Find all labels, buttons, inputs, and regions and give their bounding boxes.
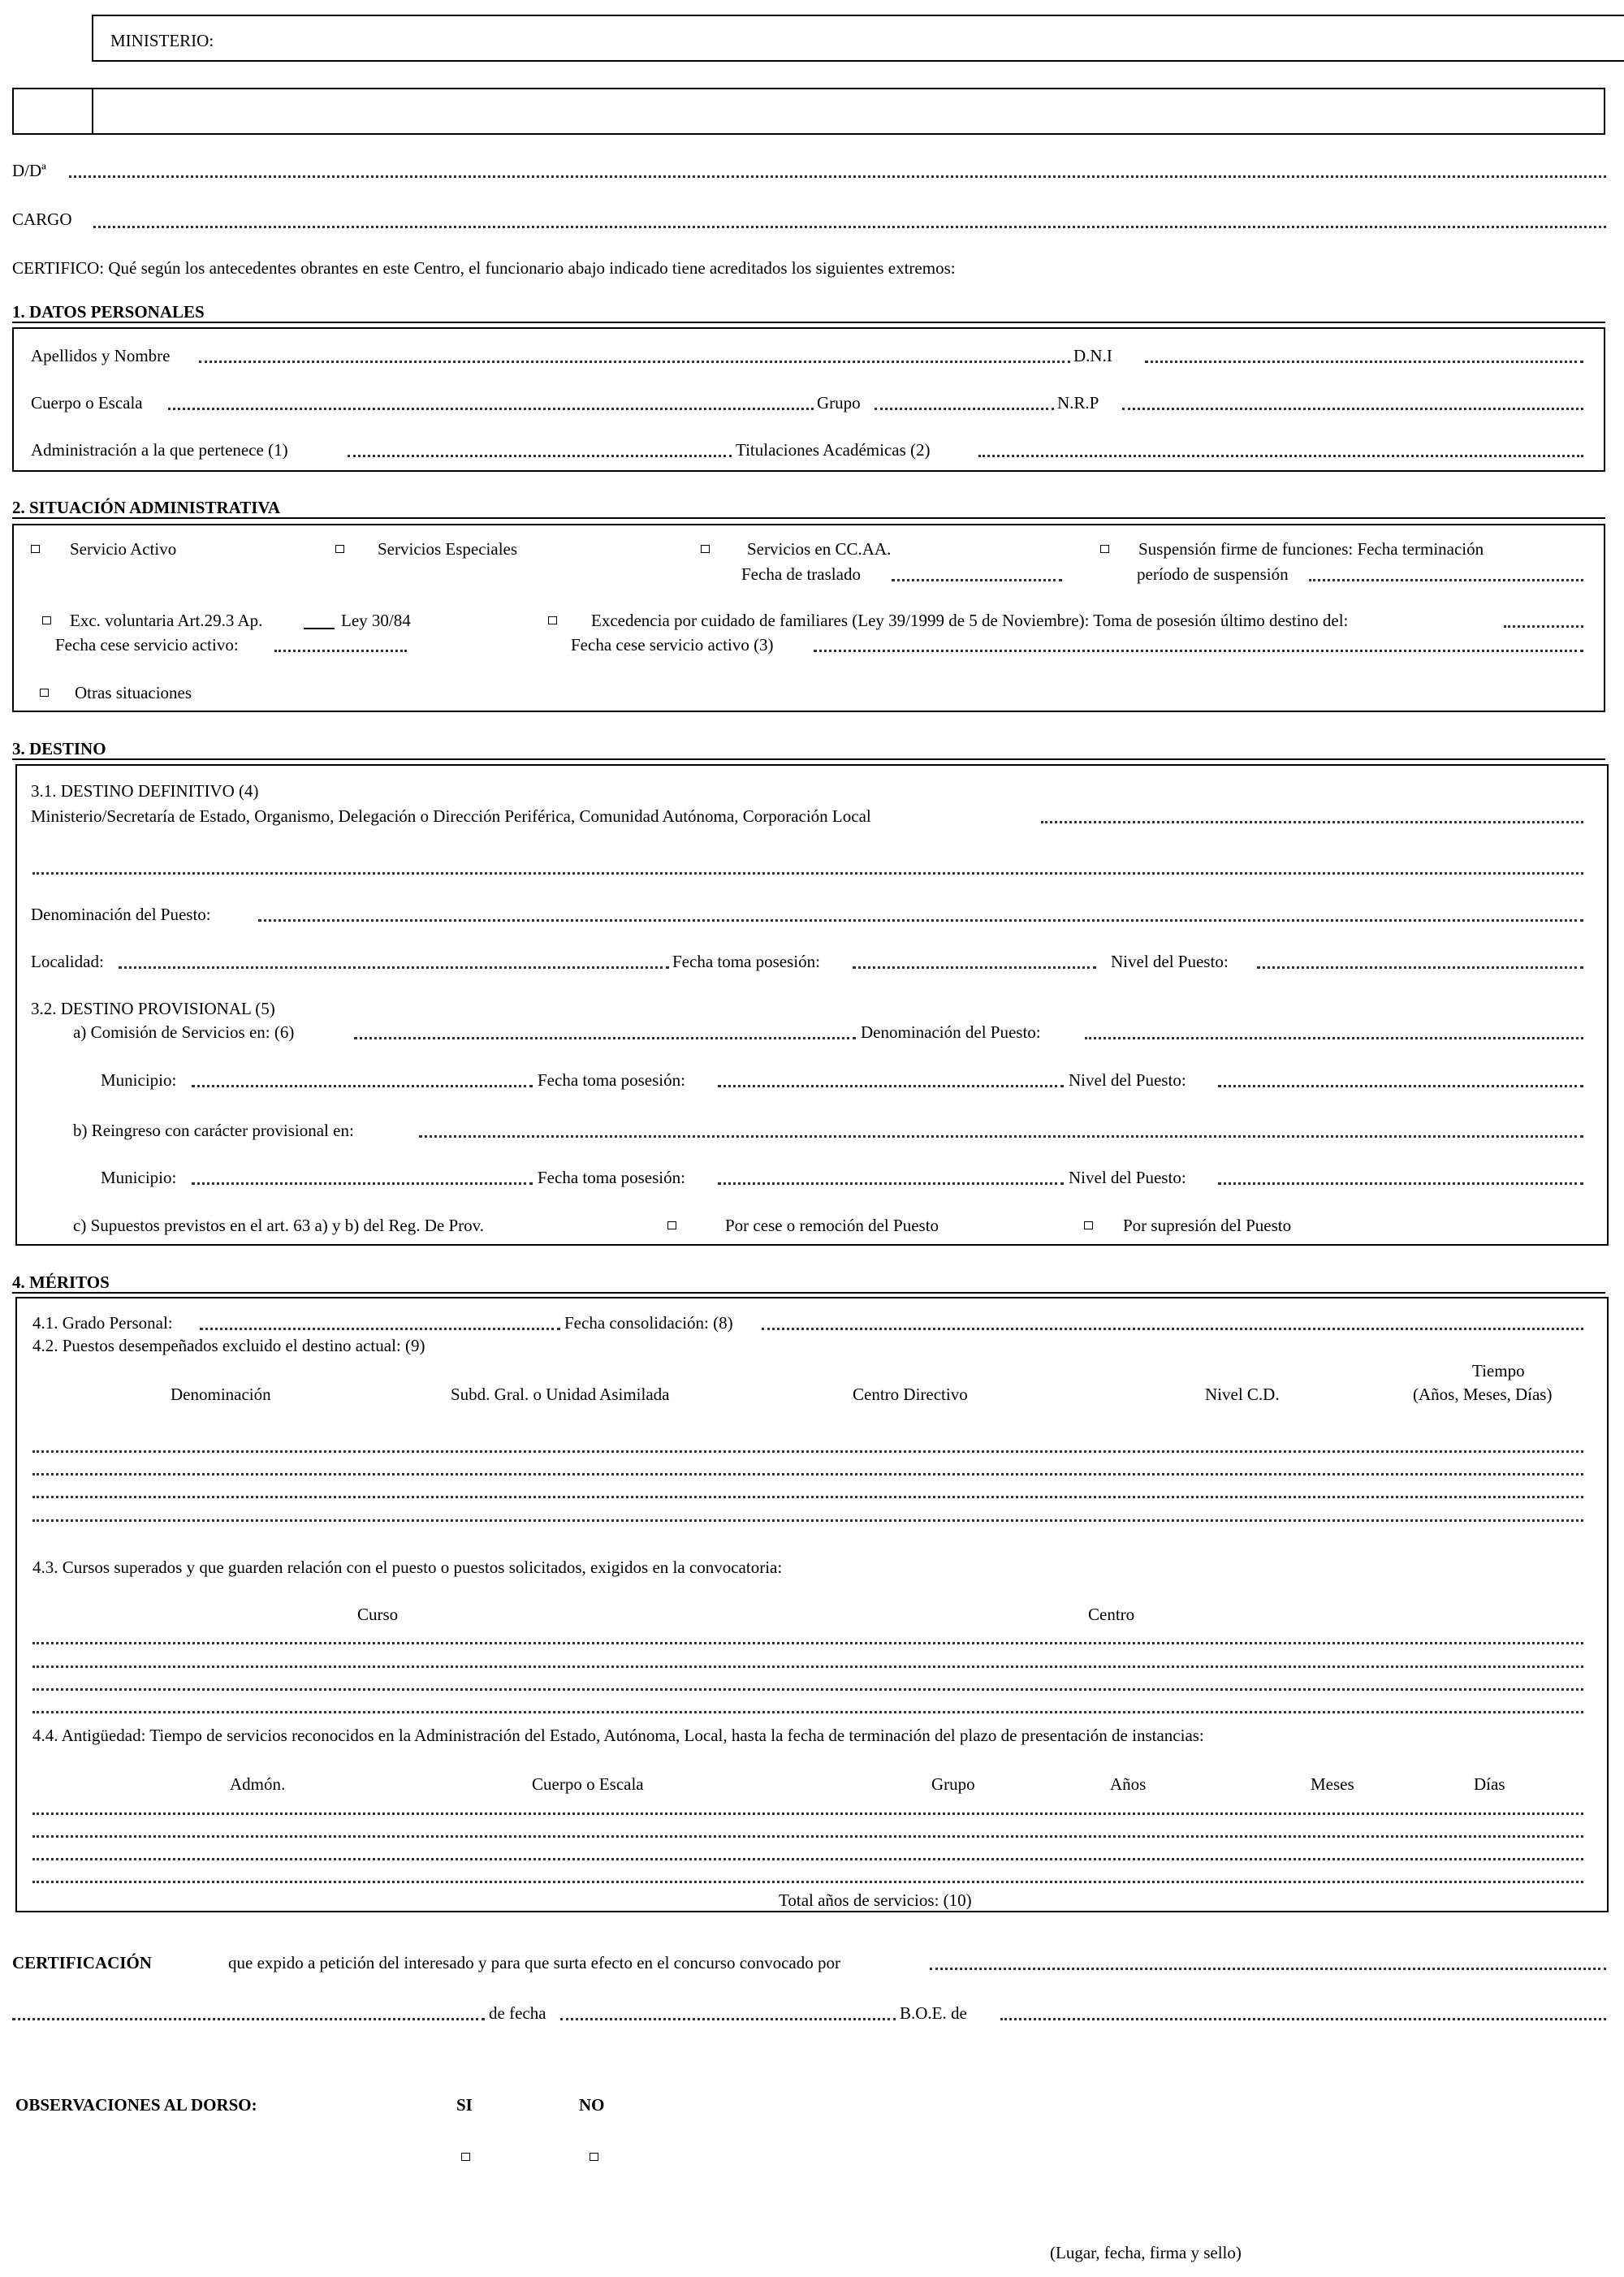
fecha-consolidacion-label: Fecha consolidación: (8) <box>564 1313 733 1333</box>
cuerpo-field[interactable] <box>168 408 814 410</box>
denominacion-puesto-label: Denominación del Puesto: <box>31 905 211 924</box>
titulaciones-label: Titulaciones Académicas (2) <box>736 440 931 460</box>
col-anos: Años <box>1110 1774 1147 1794</box>
servicios-ccaa-checkbox[interactable] <box>701 545 710 553</box>
fecha-traslado-field[interactable] <box>892 579 1062 581</box>
dd-field[interactable] <box>69 175 1606 178</box>
antiguedad-row[interactable] <box>32 1835 1583 1838</box>
dni-label: D.N.I <box>1073 346 1112 365</box>
supuestos-label: c) Supuestos previstos en el art. 63 a) y b) del Reg. De Prov. <box>73 1216 485 1235</box>
municipio-a-label: Municipio: <box>101 1070 177 1090</box>
cursos-row[interactable] <box>32 1688 1583 1691</box>
comision-field[interactable] <box>354 1037 856 1039</box>
cese-remocion-label: Por cese o remoción del Puesto <box>725 1216 939 1235</box>
fecha-consolidacion-field[interactable] <box>762 1328 1583 1330</box>
total-anos-label: Total años de servicios: (10) <box>779 1890 972 1910</box>
no-label: NO <box>579 2095 605 2115</box>
dd-label: D/Dª <box>12 161 46 180</box>
no-checkbox[interactable] <box>590 2153 598 2161</box>
fecha-toma-b-label: Fecha toma posesión: <box>538 1168 685 1187</box>
si-label: SI <box>456 2095 473 2115</box>
col-admon: Admón. <box>230 1774 286 1794</box>
fecha-toma-b-field[interactable] <box>718 1182 1064 1185</box>
ministerio-label: MINISTERIO: <box>110 31 214 50</box>
otras-situaciones-checkbox[interactable] <box>40 689 49 697</box>
reingreso-field[interactable] <box>419 1135 1583 1138</box>
fecha-toma-a-label: Fecha toma posesión: <box>538 1070 685 1090</box>
concurso-field[interactable] <box>930 1968 1606 1970</box>
exc-voluntaria-checkbox[interactable] <box>42 616 51 624</box>
titulaciones-field[interactable] <box>978 455 1583 457</box>
supresion-label: Por supresión del Puesto <box>1123 1216 1292 1235</box>
cursos-label: 4.3. Cursos superados y que guarden relación con el puesto o puestos solicitados, exigidos en la convocatoria: <box>32 1558 783 1577</box>
nivel-puesto-field[interactable] <box>1257 966 1583 969</box>
section2-title: 2. SITUACIÓN ADMINISTRATIVA <box>12 498 281 517</box>
col-subd: Subd. Gral. o Unidad Asimilada <box>451 1385 670 1404</box>
section4-title-rule <box>12 1292 1605 1294</box>
apellidos-field[interactable] <box>199 361 1070 363</box>
suspension-checkbox[interactable] <box>1100 545 1109 553</box>
fecha-cese-3-label: Fecha cese servicio activo (3) <box>571 635 774 655</box>
municipio-a-field[interactable] <box>192 1085 533 1087</box>
puestos-row[interactable] <box>32 1450 1583 1453</box>
nivel-b-field[interactable] <box>1218 1182 1583 1185</box>
denominacion2-label: Denominación del Puesto: <box>861 1022 1041 1042</box>
concurso-field-2[interactable] <box>12 2018 485 2020</box>
col-grupo: Grupo <box>931 1774 975 1794</box>
destino-provisional-label: 3.2. DESTINO PROVISIONAL (5) <box>31 999 275 1018</box>
col-tiempo-2: (Años, Meses, Días) <box>1413 1385 1553 1404</box>
nivel-b-label: Nivel del Puesto: <box>1069 1168 1186 1187</box>
section4-title: 4. MÉRITOS <box>12 1272 110 1292</box>
ministerio-code-box[interactable] <box>12 88 1605 135</box>
grupo-label: Grupo <box>817 393 861 413</box>
si-checkbox[interactable] <box>461 2153 470 2161</box>
fecha-cese-label: Fecha cese servicio activo: <box>55 635 239 655</box>
ministerio-line-field[interactable] <box>1041 821 1583 823</box>
municipio-b-label: Municipio: <box>101 1168 177 1187</box>
fecha-cese-field[interactable] <box>274 650 407 652</box>
fecha-traslado-label: Fecha de traslado <box>741 564 861 584</box>
section1-title: 1. DATOS PERSONALES <box>12 302 205 322</box>
apellidos-label: Apellidos y Nombre <box>31 346 171 365</box>
nivel-puesto-label: Nivel del Puesto: <box>1111 952 1229 971</box>
excedencia-familiares-label: Excedencia por cuidado de familiares (Ley 39/1999 de 5 de Noviembre): Toma de posesión último destino del: <box>591 611 1349 630</box>
localidad-label: Localidad: <box>31 952 104 971</box>
servicios-especiales-checkbox[interactable] <box>335 545 344 553</box>
servicio-activo-label: Servicio Activo <box>70 539 177 559</box>
code-box-divider <box>92 88 93 135</box>
cuerpo-label: Cuerpo o Escala <box>31 393 143 413</box>
section1-title-rule <box>12 322 1605 323</box>
periodo-suspension-label: período de suspensión <box>1137 564 1289 584</box>
ministerio-line-label: Ministerio/Secretaría de Estado, Organismo, Delegación o Dirección Periférica, Comunidad Autónoma, Corporación Local <box>31 806 871 826</box>
col-centro-directivo: Centro Directivo <box>853 1385 968 1404</box>
cursos-row[interactable] <box>32 1666 1583 1668</box>
cese-remocion-checkbox[interactable] <box>667 1221 676 1229</box>
cursos-row[interactable] <box>32 1642 1583 1644</box>
denominacion-puesto-field[interactable] <box>258 919 1583 922</box>
puestos-desempenados-label: 4.2. Puestos desempeñados excluido el destino actual: (9) <box>32 1336 425 1355</box>
toma-posesion-field[interactable] <box>1504 625 1583 628</box>
nrp-field[interactable] <box>1122 408 1583 410</box>
fecha-cese-3-field[interactable] <box>814 650 1583 652</box>
section3-title: 3. DESTINO <box>12 739 106 758</box>
fecha-toma-a-field[interactable] <box>718 1085 1064 1087</box>
ministerio-top-border <box>92 15 1624 16</box>
antiguedad-row[interactable] <box>32 1881 1583 1883</box>
servicios-ccaa-label: Servicios en CC.AA. <box>747 539 892 559</box>
boe-label: B.O.E. de <box>900 2003 967 2023</box>
grupo-field[interactable] <box>875 408 1054 410</box>
antiguedad-label: 4.4. Antigüedad: Tiempo de servicios reconocidos en la Administración del Estado, Autónoma, Local, hasta la fecha de terminación del plazo de presentación de instancias: <box>32 1726 1204 1745</box>
col-nivel: Nivel C.D. <box>1205 1385 1280 1404</box>
certificacion-text: que expido a petición del interesado y para que surta efecto en el concurso convocado por <box>228 1953 840 1972</box>
administracion-label: Administración a la que pertenece (1) <box>31 440 288 460</box>
boe-field[interactable] <box>1000 2018 1606 2020</box>
nivel-a-label: Nivel del Puesto: <box>1069 1070 1186 1090</box>
servicios-especiales-label: Servicios Especiales <box>378 539 518 559</box>
exc-voluntaria-ap-field[interactable] <box>304 628 335 629</box>
fecha-toma-field[interactable] <box>853 966 1096 969</box>
comision-label: a) Comisión de Servicios en: (6) <box>73 1022 295 1042</box>
reingreso-label: b) Reingreso con carácter provisional en: <box>73 1121 354 1140</box>
de-fecha-label: de fecha <box>489 2003 546 2023</box>
col-cuerpo: Cuerpo o Escala <box>532 1774 644 1794</box>
nivel-a-field[interactable] <box>1218 1085 1583 1087</box>
cargo-field[interactable] <box>93 226 1606 228</box>
puestos-row[interactable] <box>32 1473 1583 1476</box>
firma-label: (Lugar, fecha, firma y sello) <box>1050 2243 1242 2262</box>
ministerio-line-field-2[interactable] <box>32 872 1583 875</box>
section2-title-rule <box>12 517 1605 519</box>
nrp-label: N.R.P <box>1057 393 1099 413</box>
municipio-b-field[interactable] <box>192 1182 533 1185</box>
col-centro: Centro <box>1088 1605 1135 1624</box>
puestos-row[interactable] <box>32 1519 1583 1522</box>
certifico-text: CERTIFICO: Qué según los antecedentes obrantes en este Centro, el funcionario abajo indicado tiene acreditados los siguientes extremos: <box>12 258 956 278</box>
grado-personal-label: 4.1. Grado Personal: <box>32 1313 173 1333</box>
ministerio-bottom-border <box>92 60 1624 62</box>
cargo-label: CARGO <box>12 210 72 229</box>
de-fecha-field[interactable] <box>560 2018 896 2020</box>
col-dias: Días <box>1474 1774 1505 1794</box>
servicio-activo-checkbox[interactable] <box>31 545 40 553</box>
col-tiempo-1: Tiempo <box>1472 1361 1525 1380</box>
observaciones-label: OBSERVACIONES AL DORSO: <box>15 2095 257 2115</box>
supresion-checkbox[interactable] <box>1084 1221 1093 1229</box>
fecha-toma-label: Fecha toma posesión: <box>672 952 820 971</box>
excedencia-familiares-checkbox[interactable] <box>548 616 557 624</box>
col-denominacion: Denominación <box>171 1385 271 1404</box>
puestos-row[interactable] <box>32 1496 1583 1498</box>
localidad-field[interactable] <box>119 966 669 969</box>
section3-title-rule <box>12 758 1605 760</box>
suspension-label: Suspensión firme de funciones: Fecha terminación <box>1138 539 1484 559</box>
certificacion-bold: CERTIFICACIÓN <box>12 1953 152 1972</box>
otras-situaciones-label: Otras situaciones <box>75 683 192 702</box>
dni-field[interactable] <box>1145 361 1583 363</box>
administracion-field[interactable] <box>348 455 732 457</box>
antiguedad-row[interactable] <box>32 1813 1583 1815</box>
denominacion2-field[interactable] <box>1085 1037 1583 1039</box>
cursos-row[interactable] <box>32 1711 1583 1713</box>
exc-voluntaria-label: Exc. voluntaria Art.29.3 Ap. <box>70 611 263 630</box>
exc-voluntaria-ley: Ley 30/84 <box>341 611 411 630</box>
col-meses: Meses <box>1311 1774 1354 1794</box>
antiguedad-row[interactable] <box>32 1858 1583 1860</box>
grado-personal-field[interactable] <box>200 1328 560 1330</box>
col-curso: Curso <box>357 1605 399 1624</box>
periodo-suspension-field[interactable] <box>1309 579 1583 581</box>
destino-definitivo-label: 3.1. DESTINO DEFINITIVO (4) <box>31 781 259 801</box>
ministerio-left-border <box>92 15 93 62</box>
